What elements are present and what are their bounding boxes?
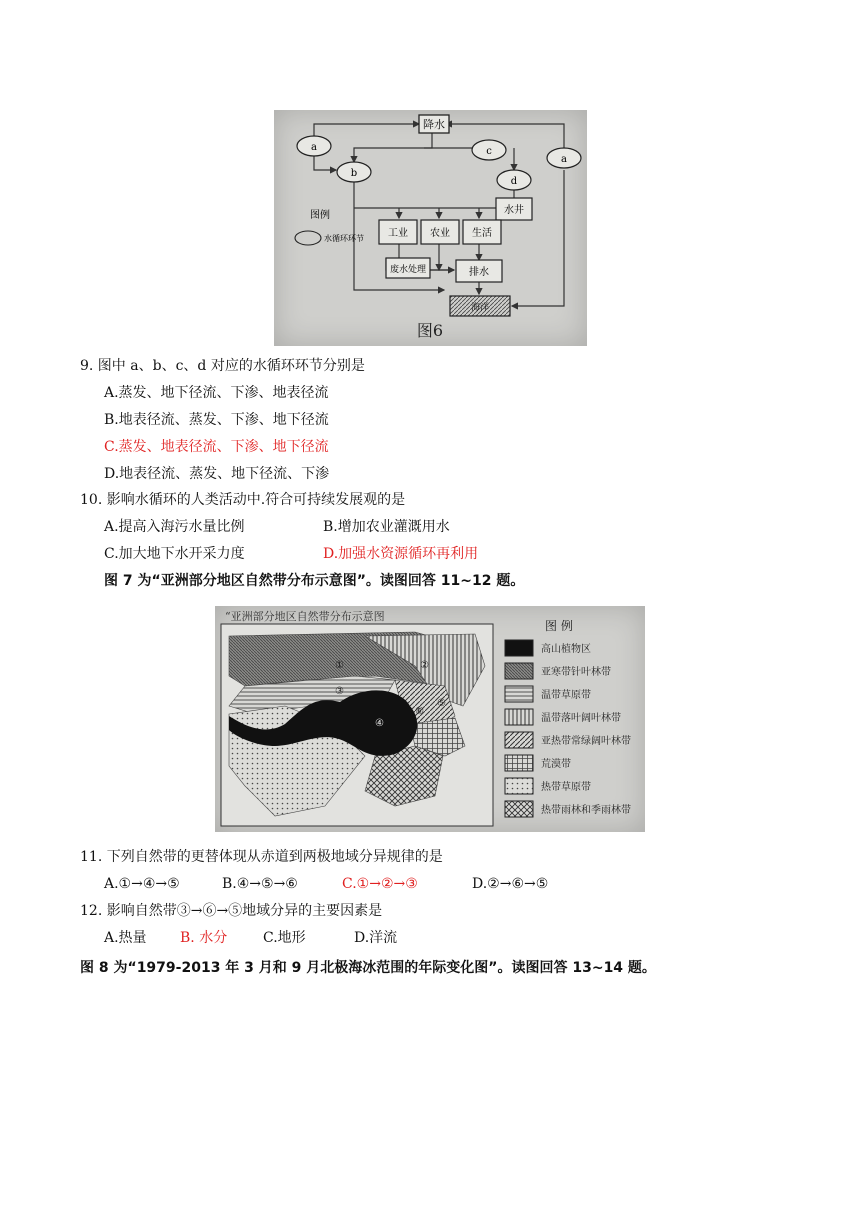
svg-text:a: a (561, 154, 567, 165)
q10-option-b[interactable]: B.增加农业灌溉用水 (323, 519, 450, 535)
node-life (463, 220, 501, 244)
legend-item-1: 高山植物区 (541, 644, 591, 655)
marker-2: ② (420, 660, 429, 671)
q11-option-b[interactable]: B.④→⑤→⑥ (222, 876, 298, 892)
node-a-left (297, 136, 331, 156)
node-industry (379, 220, 417, 244)
q11-option-c[interactable]: C.①→②→③ (342, 876, 418, 892)
node-a-right (547, 148, 581, 168)
svg-text:c: c (486, 146, 492, 157)
node-drain (456, 260, 502, 282)
marker-6: ⑥ (415, 706, 424, 717)
node-agriculture (421, 220, 459, 244)
figure7-legend (505, 640, 631, 817)
figure7-intro: 图 7 为“亚洲部分地区自然带分布示意图”。读图回答 11~12 题。 (104, 573, 525, 589)
svg-text:废水处理: 废水处理 (389, 265, 427, 275)
figure8-intro: 图 8 为“1979-2013 年 3 月和 9 月北极海冰范围的年际变化图”。读图回答 13~14 题。 (80, 960, 656, 976)
marker-4: ④ (375, 718, 384, 729)
q12-option-c[interactable]: C.地形 (263, 930, 306, 946)
node-treatment (386, 258, 430, 278)
svg-text:农业: 农业 (430, 228, 450, 239)
figure-7-asia-map (215, 606, 645, 832)
figure6-legend-item: 水循环环节 (324, 234, 364, 243)
q9-option-a[interactable]: A.蒸发、地下径流、下渗、地表径流 (104, 385, 329, 401)
q10-option-a[interactable]: A.提高入海污水量比例 (104, 519, 245, 535)
svg-text:水井: 水井 (504, 205, 524, 216)
node-rain (419, 115, 449, 133)
q10-option-c[interactable]: C.加大地下水开采力度 (104, 546, 245, 562)
svg-text:降水: 降水 (423, 118, 445, 131)
svg-text:b: b (350, 168, 358, 179)
q11-option-a[interactable]: A.①→④→⑤ (104, 876, 180, 892)
legend-item-2: 亚寒带针叶林带 (541, 667, 611, 678)
legend-item-6: 荒漠带 (541, 759, 571, 770)
legend-item-4: 温带落叶阔叶林带 (541, 713, 621, 724)
legend-item-8: 热带雨林和季雨林带 (541, 805, 631, 816)
node-d (497, 170, 531, 190)
map-title: “亚洲部分地区自然带分布示意图 (225, 610, 385, 623)
svg-text:d: d (510, 176, 518, 187)
q10-stem: 10. 影响水循环的人类活动中.符合可持续发展观的是 (80, 492, 406, 508)
node-c (472, 140, 506, 160)
q9-option-c[interactable]: C.蒸发、地表径流、下渗、地下径流 (104, 439, 329, 455)
q12-option-b[interactable]: B. 水分 (180, 930, 228, 946)
q10-option-d[interactable]: D.加强水资源循环再利用 (323, 546, 479, 562)
node-sea (450, 296, 510, 316)
svg-text:海洋: 海洋 (470, 303, 490, 313)
marker-3: ③ (335, 686, 344, 697)
asia-natural-zones-map (215, 606, 645, 832)
figure6-caption: 图6 (416, 321, 444, 340)
legend-item-3: 温带草原带 (541, 690, 591, 701)
svg-text:排水: 排水 (469, 267, 489, 278)
q12-stem: 12. 影响自然带③→⑥→⑤地域分异的主要因素是 (80, 903, 383, 919)
figure7-legend-title: 图 例 (545, 619, 573, 633)
q9-stem: 9. 图中 a、b、c、d 对应的水循环环节分别是 (80, 358, 365, 374)
figure6-legend-title: 图例 (310, 210, 330, 221)
figure-6-water-cycle (274, 110, 587, 346)
q12-option-d[interactable]: D.洋流 (354, 930, 398, 946)
legend-item-5: 亚热带常绿阔叶林带 (541, 736, 631, 747)
q9-option-b[interactable]: B.地表径流、蒸发、下渗、地下径流 (104, 412, 329, 428)
water-cycle-diagram (274, 110, 587, 346)
q9-option-d[interactable]: D.地表径流、蒸发、地下径流、下渗 (104, 466, 330, 482)
marker-5: ⑤ (437, 698, 446, 709)
svg-text:生活: 生活 (472, 228, 492, 239)
marker-1: ① (335, 660, 344, 671)
legend-item-7: 热带草原带 (541, 782, 591, 793)
node-b (337, 162, 371, 182)
q11-stem: 11. 下列自然带的更替体现从赤道到两极地域分异规律的是 (80, 849, 443, 865)
legend-ellipse-icon (295, 231, 321, 245)
svg-text:工业: 工业 (388, 228, 408, 239)
q11-option-d[interactable]: D.②→⑥→⑤ (472, 876, 549, 892)
q12-option-a[interactable]: A.热量 (104, 930, 147, 946)
svg-text:a: a (311, 142, 317, 153)
node-well (496, 198, 532, 220)
